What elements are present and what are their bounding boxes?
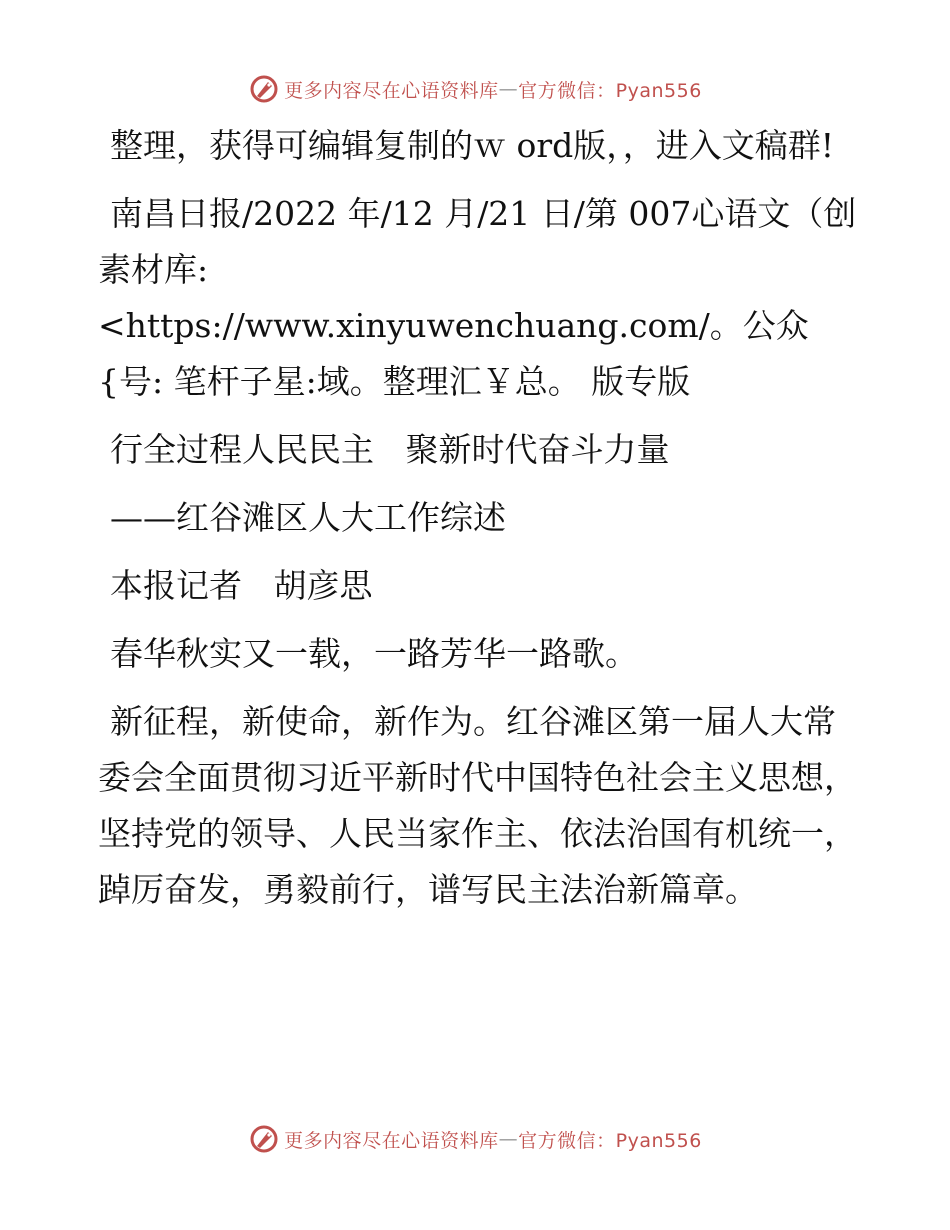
pen-nib-logo-icon bbox=[248, 1123, 280, 1155]
header-banner bbox=[0, 72, 950, 106]
paragraph-2-source: 南昌日报/2022 年/12 月/21 日/第 007心语文（创素材库: <https://www.xinyuwenchuang.com/。公众{号: 笔杆子星:域。整理汇￥总。 版专版 bbox=[98, 194, 857, 401]
footer-banner bbox=[0, 1122, 950, 1156]
pen-nib-logo-icon bbox=[248, 73, 280, 105]
banner-contact-text: 官方微信：Pyan556 bbox=[518, 79, 702, 102]
banner-lead-text: 更多内容尽在心语资料库 bbox=[284, 79, 499, 102]
document-body bbox=[98, 118, 858, 918]
banner-dash: — bbox=[498, 1128, 519, 1150]
article-title: 行全过程人民民主 聚新时代奋斗力量 bbox=[110, 430, 670, 469]
banner-contact-text: 官方微信：Pyan556 bbox=[518, 1129, 702, 1152]
banner-dash: — bbox=[498, 78, 519, 100]
paragraph-intro: 春华秋实又一载，一路芳华一路歌。 bbox=[110, 634, 638, 673]
paragraph-1: 整理，获得可编辑复制的ｗ ord版，，进入文稿群! bbox=[110, 126, 835, 165]
article-byline: 本报记者 胡彦思 bbox=[110, 566, 373, 605]
paragraph-main: 新征程，新使命，新作为。红谷滩区第一届人大常委会全面贯彻习近平新时代中国特色社会主义思想，坚持党的领导、人民当家作主、依法治国有机统一，踔厉奋发，勇毅前行，谱写民主法治新篇章。 bbox=[98, 702, 857, 909]
article-subtitle: ——红谷滩区人大工作综述 bbox=[110, 498, 506, 537]
banner-lead-text: 更多内容尽在心语资料库 bbox=[284, 1129, 499, 1152]
